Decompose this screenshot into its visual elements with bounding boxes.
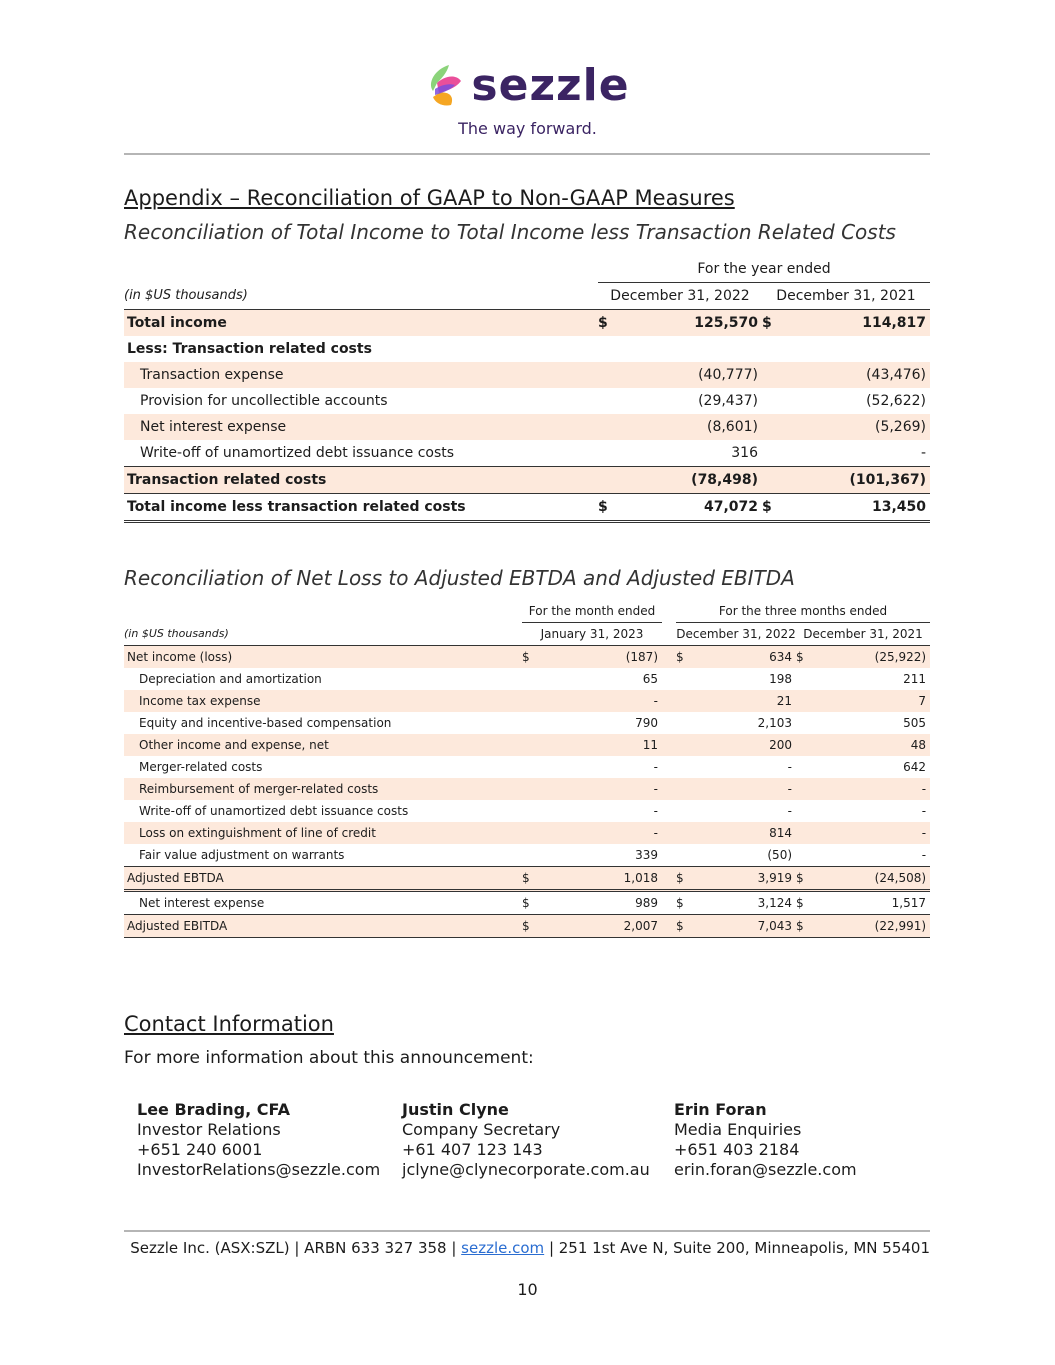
row-label: Net income (loss) bbox=[124, 646, 522, 669]
row-label: Fair value adjustment on warrants bbox=[139, 848, 345, 862]
currency-sign bbox=[762, 336, 782, 362]
column-gap bbox=[662, 756, 676, 778]
column-gap bbox=[662, 891, 676, 915]
currency-sign bbox=[676, 844, 696, 867]
value-jan-2023: 790 bbox=[635, 716, 659, 730]
currency-sign bbox=[522, 668, 542, 690]
contact-phone: +61 407 123 143 bbox=[402, 1140, 543, 1159]
currency-sign bbox=[796, 734, 816, 756]
contact-name: Justin Clyne bbox=[402, 1100, 509, 1119]
currency-sign bbox=[676, 778, 696, 800]
contact-phone: +651 240 6001 bbox=[137, 1140, 263, 1159]
table2-subtitle: Reconciliation of Net Loss to Adjusted EBTDA and Adjusted EBITDA bbox=[124, 566, 795, 590]
value-dec-2021: 48 bbox=[816, 734, 930, 756]
value-dec-2022: 2,103 bbox=[757, 716, 793, 730]
income-reconciliation-table bbox=[124, 256, 930, 523]
col-header-2022: December 31, 2022 bbox=[610, 288, 750, 304]
table-row bbox=[124, 756, 930, 778]
contact-card bbox=[402, 1100, 650, 1180]
row-label: Loss on extinguishment of line of credit bbox=[124, 822, 522, 844]
currency-sign bbox=[762, 440, 782, 467]
currency-sign: $ bbox=[676, 646, 696, 669]
currency-sign bbox=[676, 800, 696, 822]
col-header-dec-2022: December 31, 2022 bbox=[676, 627, 796, 641]
table-row bbox=[124, 734, 930, 756]
currency-sign bbox=[796, 756, 816, 778]
currency-sign bbox=[522, 778, 542, 800]
value-dec-2022: 198 bbox=[769, 672, 793, 686]
tagline: The way forward. bbox=[458, 118, 597, 138]
table-row bbox=[124, 414, 930, 440]
currency-sign bbox=[676, 734, 696, 756]
table-row bbox=[124, 494, 930, 522]
value-jan-2023: - bbox=[542, 690, 662, 712]
page-number: 10 bbox=[517, 1280, 538, 1299]
currency-sign: $ bbox=[676, 891, 696, 915]
period-header-month: For the month ended bbox=[522, 600, 662, 623]
value-dec-2021: 642 bbox=[903, 760, 927, 774]
row-label: Total income less transaction related costs bbox=[124, 494, 598, 522]
value-dec-2022: - bbox=[787, 804, 793, 818]
value-2021 bbox=[782, 336, 930, 362]
row-label: Income tax expense bbox=[124, 690, 522, 712]
contact-card bbox=[674, 1100, 857, 1180]
currency-sign bbox=[598, 440, 618, 467]
contact-role: Investor Relations bbox=[137, 1120, 281, 1139]
column-gap bbox=[662, 646, 676, 669]
value-dec-2022: 3,124 bbox=[696, 891, 796, 915]
ebitda-reconciliation-table bbox=[124, 600, 930, 938]
contact-intro: For more information about this announcement: bbox=[124, 1048, 534, 1068]
currency-sign bbox=[598, 336, 618, 362]
contact-email[interactable]: InvestorRelations@sezzle.com bbox=[137, 1160, 381, 1179]
footer bbox=[124, 1239, 930, 1257]
currency-sign: $ bbox=[522, 915, 542, 938]
row-label: Depreciation and amortization bbox=[139, 672, 322, 686]
value-2022: (29,437) bbox=[698, 393, 758, 409]
value-2022: 316 bbox=[731, 445, 758, 461]
row-label: Transaction related costs bbox=[124, 467, 598, 494]
currency-sign bbox=[676, 822, 696, 844]
column-gap bbox=[662, 712, 676, 734]
contact-name: Lee Brading, CFA bbox=[137, 1100, 290, 1119]
value-dec-2021: 7 bbox=[816, 690, 930, 712]
table-row bbox=[124, 467, 930, 494]
currency-sign bbox=[598, 467, 618, 494]
row-label: Merger-related costs bbox=[139, 760, 263, 774]
row-label: Other income and expense, net bbox=[124, 734, 522, 756]
table-row bbox=[124, 362, 930, 388]
column-gap bbox=[662, 800, 676, 822]
value-jan-2023: - bbox=[653, 760, 659, 774]
currency-sign bbox=[762, 388, 782, 414]
currency-sign bbox=[522, 756, 542, 778]
currency-sign bbox=[522, 734, 542, 756]
value-jan-2023: 989 bbox=[542, 891, 662, 915]
contact-phone: +651 403 2184 bbox=[674, 1140, 800, 1159]
footer-address: | 251 1st Ave N, Suite 200, Minneapolis, MN 55401 bbox=[544, 1239, 930, 1257]
row-label: Adjusted EBITDA bbox=[124, 915, 522, 938]
contact-role: Media Enquiries bbox=[674, 1120, 802, 1139]
header-divider bbox=[124, 153, 930, 155]
value-dec-2022: (50) bbox=[767, 848, 793, 862]
table-row bbox=[124, 336, 930, 362]
currency-sign: $ bbox=[598, 494, 618, 522]
currency-sign: $ bbox=[762, 310, 782, 337]
table-row bbox=[124, 867, 930, 891]
column-gap bbox=[662, 867, 676, 891]
value-jan-2023: - bbox=[542, 778, 662, 800]
currency-sign bbox=[522, 712, 542, 734]
currency-sign: $ bbox=[676, 915, 696, 938]
currency-sign bbox=[522, 690, 542, 712]
currency-sign bbox=[796, 844, 816, 867]
currency-sign bbox=[796, 822, 816, 844]
value-dec-2022: - bbox=[696, 778, 796, 800]
value-dec-2021: 1,517 bbox=[816, 891, 930, 915]
currency-sign bbox=[762, 414, 782, 440]
value-jan-2023: 339 bbox=[635, 848, 659, 862]
table-row bbox=[124, 646, 930, 669]
value-dec-2022: 814 bbox=[696, 822, 796, 844]
contact-card bbox=[137, 1100, 380, 1180]
contact-name: Erin Foran bbox=[674, 1100, 767, 1119]
appendix-title: Appendix – Reconciliation of GAAP to Non-GAAP Measures bbox=[124, 186, 735, 210]
table-row bbox=[124, 668, 930, 690]
currency-sign bbox=[762, 362, 782, 388]
currency-sign bbox=[796, 800, 816, 822]
value-jan-2023: 1,018 bbox=[542, 867, 662, 891]
contact-role: Company Secretary bbox=[402, 1120, 561, 1139]
column-gap bbox=[662, 668, 676, 690]
value-dec-2022: 3,919 bbox=[696, 867, 796, 891]
units-label: (in $US thousands) bbox=[124, 627, 229, 641]
value-dec-2022: - bbox=[787, 760, 793, 774]
currency-sign bbox=[676, 756, 696, 778]
units-label: (in $US thousands) bbox=[124, 288, 248, 304]
table-row bbox=[124, 388, 930, 414]
column-gap bbox=[662, 778, 676, 800]
value-dec-2021: (24,508) bbox=[816, 867, 930, 891]
value-dec-2021: - bbox=[921, 848, 927, 862]
table-row bbox=[124, 915, 930, 938]
currency-sign bbox=[522, 800, 542, 822]
currency-sign bbox=[522, 844, 542, 867]
value-2021: (5,269) bbox=[782, 414, 930, 440]
currency-sign bbox=[598, 414, 618, 440]
currency-sign: $ bbox=[796, 915, 816, 938]
logo-wordmark: sezzle bbox=[471, 60, 630, 111]
currency-sign bbox=[796, 690, 816, 712]
value-2021: (52,622) bbox=[866, 393, 926, 409]
period-header-three-months: For the three months ended bbox=[676, 600, 930, 623]
value-dec-2021: (25,922) bbox=[816, 646, 930, 669]
value-jan-2023: - bbox=[542, 822, 662, 844]
value-dec-2022: 7,043 bbox=[696, 915, 796, 938]
col-header-jan-2023: January 31, 2023 bbox=[540, 627, 644, 641]
table-row bbox=[124, 712, 930, 734]
currency-sign bbox=[762, 467, 782, 494]
row-label: Transaction expense bbox=[124, 362, 598, 388]
currency-sign: $ bbox=[796, 646, 816, 669]
value-2022 bbox=[618, 336, 762, 362]
footer-divider bbox=[124, 1230, 930, 1232]
column-gap bbox=[662, 822, 676, 844]
value-dec-2021: - bbox=[816, 822, 930, 844]
column-gap bbox=[662, 690, 676, 712]
contact-email[interactable]: jclyne@clynecorporate.com.au bbox=[402, 1160, 650, 1179]
table-row bbox=[124, 310, 930, 337]
value-2022: (40,777) bbox=[618, 362, 762, 388]
currency-sign bbox=[676, 668, 696, 690]
value-2021: 13,450 bbox=[782, 494, 930, 522]
header bbox=[0, 60, 1055, 138]
currency-sign bbox=[796, 712, 816, 734]
value-dec-2021: 505 bbox=[903, 716, 927, 730]
value-dec-2022: 21 bbox=[696, 690, 796, 712]
currency-sign: $ bbox=[522, 891, 542, 915]
currency-sign bbox=[522, 822, 542, 844]
value-2022: (78,498) bbox=[618, 467, 762, 494]
currency-sign: $ bbox=[796, 867, 816, 891]
period-header: For the year ended bbox=[598, 256, 930, 283]
value-jan-2023: 65 bbox=[642, 672, 659, 686]
row-label: Net interest expense bbox=[124, 414, 598, 440]
footer-company: Sezzle Inc. (ASX:SZL) | ARBN 633 327 358 | bbox=[130, 1239, 462, 1257]
contact-title: Contact Information bbox=[124, 1012, 334, 1036]
sezzle-logo-icon bbox=[425, 61, 465, 111]
value-jan-2023: (187) bbox=[542, 646, 662, 669]
value-dec-2021: - bbox=[816, 778, 930, 800]
value-2021: (101,367) bbox=[782, 467, 930, 494]
col-header-2021: December 31, 2021 bbox=[776, 288, 916, 304]
currency-sign bbox=[796, 668, 816, 690]
row-label: Write-off of unamortized debt issuance costs bbox=[140, 445, 455, 461]
row-label: Equity and incentive-based compensation bbox=[139, 716, 392, 730]
value-2021: 114,817 bbox=[782, 310, 930, 337]
row-label: Net interest expense bbox=[124, 891, 522, 915]
col-header-dec-2021: December 31, 2021 bbox=[803, 627, 923, 641]
row-label: Adjusted EBTDA bbox=[124, 867, 522, 891]
value-2022: (8,601) bbox=[618, 414, 762, 440]
table-row bbox=[124, 800, 930, 822]
value-jan-2023: 11 bbox=[542, 734, 662, 756]
currency-sign: $ bbox=[796, 891, 816, 915]
currency-sign bbox=[796, 778, 816, 800]
table1-subtitle: Reconciliation of Total Income to Total Income less Transaction Related Costs bbox=[124, 220, 896, 244]
row-label: Total income bbox=[124, 310, 598, 337]
table-row bbox=[124, 778, 930, 800]
value-2022: 47,072 bbox=[618, 494, 762, 522]
currency-sign bbox=[598, 362, 618, 388]
value-2021: (43,476) bbox=[782, 362, 930, 388]
table-row bbox=[124, 440, 930, 467]
value-2021: - bbox=[920, 445, 926, 461]
currency-sign: $ bbox=[598, 310, 618, 337]
currency-sign bbox=[676, 712, 696, 734]
currency-sign: $ bbox=[676, 867, 696, 891]
value-2022: 125,570 bbox=[618, 310, 762, 337]
currency-sign: $ bbox=[522, 646, 542, 669]
value-dec-2021: - bbox=[921, 804, 927, 818]
row-label: Reimbursement of merger-related costs bbox=[124, 778, 522, 800]
row-label: Provision for uncollectible accounts bbox=[140, 393, 388, 409]
value-dec-2021: 211 bbox=[903, 672, 927, 686]
row-label: Write-off of unamortized debt issuance costs bbox=[139, 804, 409, 818]
currency-sign bbox=[676, 690, 696, 712]
table-row bbox=[124, 891, 930, 915]
value-dec-2022: 200 bbox=[696, 734, 796, 756]
value-dec-2022: 634 bbox=[696, 646, 796, 669]
value-dec-2021: (22,991) bbox=[816, 915, 930, 938]
column-gap bbox=[662, 734, 676, 756]
table-row bbox=[124, 690, 930, 712]
column-gap bbox=[662, 915, 676, 938]
currency-sign: $ bbox=[522, 867, 542, 891]
value-jan-2023: 2,007 bbox=[542, 915, 662, 938]
currency-sign: $ bbox=[762, 494, 782, 522]
contact-email[interactable]: erin.foran@sezzle.com bbox=[674, 1160, 857, 1179]
currency-sign bbox=[598, 388, 618, 414]
table-row bbox=[124, 822, 930, 844]
table-row bbox=[124, 844, 930, 867]
footer-website-link[interactable]: sezzle.com bbox=[461, 1239, 545, 1257]
column-gap bbox=[662, 844, 676, 867]
value-jan-2023: - bbox=[653, 804, 659, 818]
row-label: Less: Transaction related costs bbox=[127, 341, 372, 357]
